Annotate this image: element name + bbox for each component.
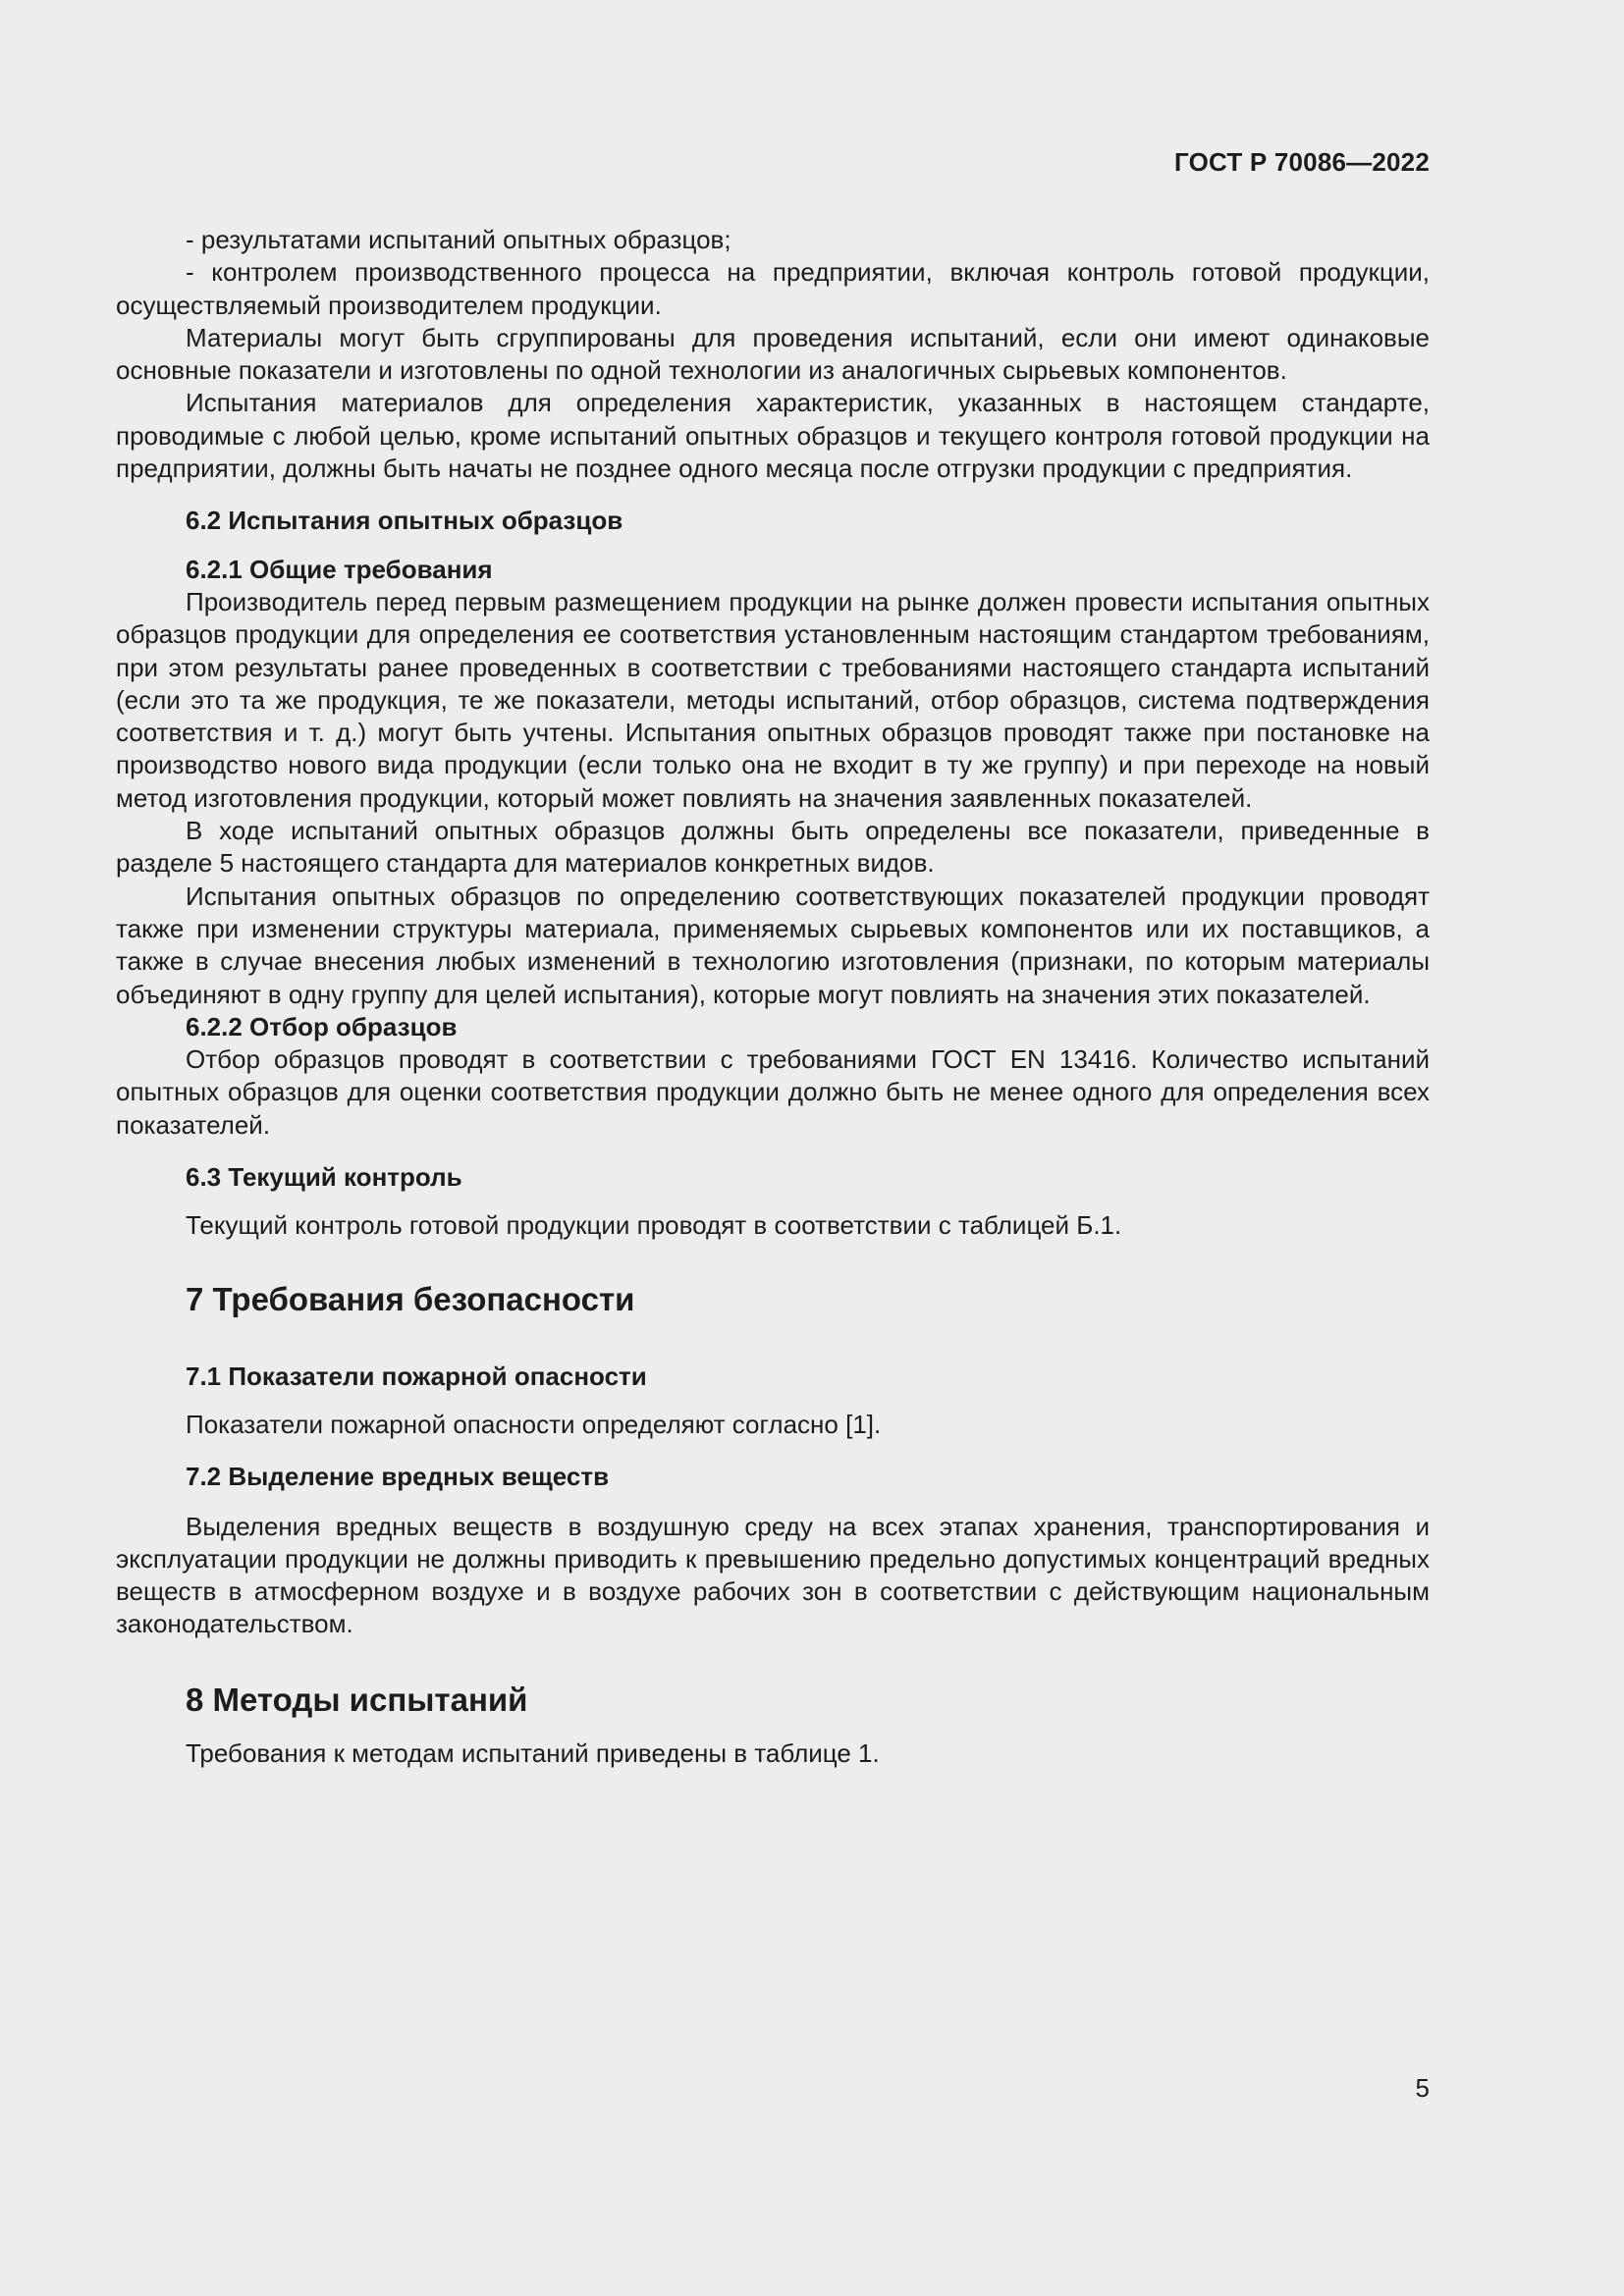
- paragraph: Производитель перед первым размещением продукции на рынке должен провести испытания опытных образцов продукции для определения ее соответствия установленным настоящим стандартом требованиям, при этом результаты ранее проведенных в соответствии с требованиями настоящего стандарта испытаний (если это та же продукция, те же показатели, методы испытаний, отбор образцов, система подтверждения соответствия и т. д.) могут быть учтены. Испытания опытных образцов проводят также при постановке на производство нового вида продукции (если только она не входит в ту же группу) и при переходе на новый метод изготовления продукции, который может повлиять на значения заявленных показателей.: [116, 586, 1430, 813]
- section-heading-7-2: 7.2 Выделение вредных веществ: [186, 1462, 610, 1492]
- document-code: ГОСТ Р 70086—2022: [1174, 147, 1430, 177]
- paragraph: В ходе испытаний опытных образцов должны быть определены все показатели, приведенные в разделе 5 настоящего стандарта для материалов конкретных видов.: [116, 816, 1430, 879]
- page-number: 5: [1415, 2073, 1430, 2103]
- section-heading-7-1: 7.1 Показатели пожарной опасности: [186, 1361, 647, 1391]
- paragraph: Материалы могут быть сгруппированы для проведения испытаний, если они имеют одинаковые основные показатели и изготовлены по одной технологии из аналогичных сырьевых компонентов.: [116, 322, 1430, 386]
- section-heading-8: 8 Методы испытаний: [186, 1681, 528, 1718]
- paragraph: Испытания материалов для определения характеристик, указанных в настоящем стандарте, проводимые с любой целью, кроме испытаний опытных образцов и текущего контроля готовой продукции на предприятии, должны быть начаты не позднее одного месяца после отгрузки продукции с предприятия.: [116, 388, 1430, 484]
- paragraph: Текущий контроль готовой продукции проводят в соответствии с таблицей Б.1.: [186, 1210, 1122, 1241]
- paragraph: Испытания опытных образцов по определению соответствующих показателей продукции проводят также при изменении структуры материала, применяемых сырьевых компонентов или их поставщиков, а также в случае внесения любых изменений в технологию изготовления (признаки, по которым материалы объединяют в одну группу для целей испытания), которые могут повлиять на значения этих показателей.: [116, 881, 1430, 1009]
- paragraph: - результатами испытаний опытных образцов;: [186, 225, 731, 254]
- page-content: [116, 224, 1430, 1770]
- section-heading-6-2: 6.2 Испытания опытных образцов: [186, 506, 623, 536]
- paragraph: - контролем производственного процесса на предприятии, включая контроль готовой продукции, осуществляемый производителем продукции.: [116, 257, 1430, 320]
- paragraph: Выделения вредных веществ в воздушную среду на всех этапах хранения, транспортирования и эксплуатации продукции не должны приводить к превышению предельно допустимых концентраций вредных веществ в атмосферном воздухе и в воздухе рабочих зон в соответствии с действующим национальным законодательством.: [116, 1511, 1430, 1639]
- section-heading-6-2-1: 6.2.1 Общие требования: [186, 554, 493, 584]
- section-heading-6-3: 6.3 Текущий контроль: [186, 1162, 462, 1193]
- section-heading-7: 7 Требования безопасности: [186, 1280, 635, 1317]
- paragraph: Показатели пожарной опасности определяют согласно [1].: [186, 1409, 882, 1439]
- paragraph: Требования к методам испытаний приведены в таблице 1.: [186, 1737, 880, 1768]
- paragraph: Отбор образцов проводят в соответствии с требованиями ГОСТ EN 13416. Количество испытаний опытных образцов для оценки соответствия продукции должно быть не менее одного для определения всех показателей.: [116, 1044, 1430, 1140]
- section-heading-6-2-2: 6.2.2 Отбор образцов: [186, 1011, 458, 1041]
